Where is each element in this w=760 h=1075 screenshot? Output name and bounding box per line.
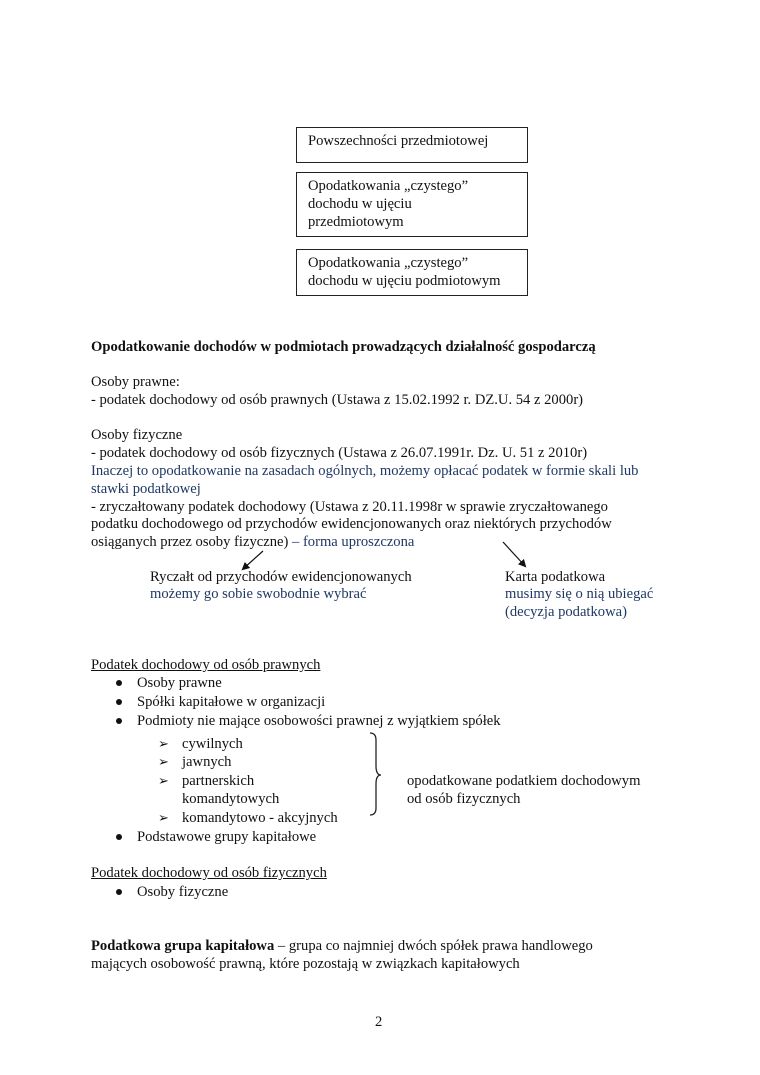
page-number: 2 — [375, 1014, 383, 1030]
definition-term: Podatkowa grupa kapitałowa — [91, 938, 275, 954]
definition-text: – grupa co najmniej dwóch spółek prawa handlowego — [274, 938, 593, 954]
section-heading: Opodatkowanie dochodów w podmiotach prowadzących działalność gospodarczą — [91, 339, 596, 355]
general-rules-note: Inaczej to opodatkowanie na zasadach ogólnych, możemy opłacać podatek w formie skali lub — [91, 463, 639, 479]
arrow-bullet-icon: ➢ — [158, 754, 169, 769]
brace-note: opodatkowane podatkiem dochodowym — [407, 773, 641, 789]
cit-item: Podstawowe grupy kapitałowe — [137, 829, 317, 845]
box-line: przedmiotowym — [308, 214, 404, 230]
cit-item: Osoby prawne — [137, 675, 222, 691]
cit-section-title: Podatek dochodowy od osób prawnych — [91, 657, 321, 673]
flat-rate-line-b: podatku dochodowego od przychodów ewidencjonowanych oraz niektórych przychodów — [91, 516, 612, 532]
curly-brace-icon — [370, 733, 381, 815]
tax-card-note: musimy się o nią ubiegać — [505, 586, 654, 602]
box-line: Powszechności przedmiotowej — [308, 133, 489, 149]
arrow-bullet-icon: ➢ — [158, 736, 169, 751]
pit-section-title: Podatek dochodowy od osób fizycznych — [91, 865, 327, 881]
partnership-type: cywilnych — [182, 736, 243, 752]
arrow-to-tax-card-icon — [503, 542, 525, 566]
definition-line2: mających osobowość prawną, które pozostają w związkach kapitałowych — [91, 956, 520, 972]
tax-card-decision: (decyzja podatkowa) — [505, 604, 627, 620]
legal-persons-line: - podatek dochodowy od osób prawnych (Ustawa z 15.02.1992 r. DZ.U. 54 z 2000r) — [91, 392, 584, 408]
box-line: dochodu w ujęciu podmiotowym — [308, 273, 501, 289]
lump-sum-note: możemy go sobie swobodnie wybrać — [150, 586, 367, 602]
partnership-type-cont: komandytowych — [182, 791, 280, 807]
lump-sum-title: Ryczałt od przychodów ewidencjonowanych — [150, 569, 412, 585]
brace-note-cont: od osób fizycznych — [407, 791, 521, 807]
box-line: dochodu w ujęciu — [308, 196, 412, 212]
cit-item: Podmioty nie mające osobowości prawnej z wyjątkiem spółek — [137, 713, 501, 729]
pit-item: Osoby fizyczne — [137, 884, 229, 900]
arrow-bullet-icon: ➢ — [158, 810, 169, 825]
arrow-bullet-icon: ➢ — [158, 773, 169, 788]
natural-persons-line1: - podatek dochodowy od osób fizycznych (Ustawa z 26.07.1991r. Dz. U. 51 z 2010r) — [91, 445, 588, 461]
box-line: Opodatkowania „czystego” — [308, 178, 469, 194]
tax-card-title: Karta podatkowa — [505, 569, 606, 585]
cit-item: Spółki kapitałowe w organizacji — [137, 694, 326, 710]
natural-persons-label: Osoby fizyczne — [91, 427, 183, 443]
partnership-type: jawnych — [182, 754, 232, 770]
partnership-type: komandytowo - akcyjnych — [182, 810, 338, 826]
flat-rate-line-a: - zryczałtowany podatek dochodowy (Ustawa z 20.11.1998r w sprawie zryczałtowanego — [91, 499, 608, 515]
arrow-to-lump-sum-icon — [243, 551, 263, 569]
simplified-form-note: – forma uproszczona — [288, 534, 415, 550]
flat-rate-text: osiąganych przez osoby fizyczne) — [91, 534, 289, 550]
box-line: Opodatkowania „czystego” — [308, 255, 469, 271]
general-rules-note-cont: stawki podatkowej — [91, 481, 201, 497]
legal-persons-label: Osoby prawne: — [91, 374, 180, 390]
partnership-type: partnerskich — [182, 773, 255, 789]
